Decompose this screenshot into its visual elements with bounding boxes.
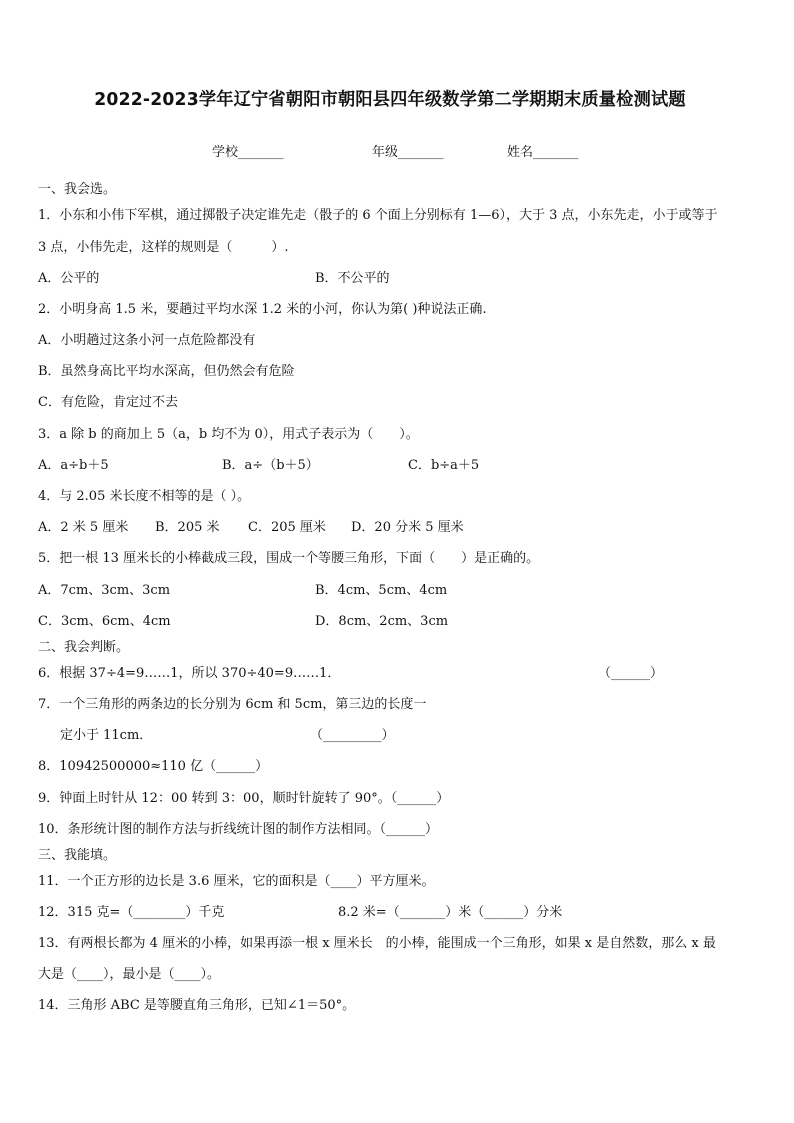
question-3-option-a: A．a÷b＋5 (38, 458, 109, 473)
question-10: 10．条形统计图的制作方法与折线统计图的制作方法相同。（______） (38, 822, 439, 837)
question-4-option-a: A．2 米 5 厘米 (38, 520, 129, 535)
section-choice-heading: 一、我会选。 (38, 182, 117, 197)
name-field: 姓名_______ (507, 145, 579, 160)
question-7-blank: （_________） (310, 728, 395, 743)
question-3-option-b: B．a÷（b＋5） (222, 458, 319, 473)
question-5-option-b: B．4cm、5cm、4cm (315, 583, 448, 598)
question-4: 4．与 2.05 米长度不相等的是（ ）。 (38, 489, 251, 504)
exam-title: 2022-2023学年辽宁省朝阳市朝阳县四年级数学第二学期期末质量检测试题 (94, 90, 686, 110)
section-fill-heading: 三、我能填。 (38, 848, 117, 863)
question-9: 9．钟面上时针从 12：00 转到 3：00，顺时针旋转了 90°。（______） (38, 791, 450, 806)
question-4-option-b: B．205 米 (155, 520, 220, 535)
question-7-line1: 7．一个三角形的两条边的长分别为 6cm 和 5cm，第三边的长度一 (38, 697, 427, 712)
question-14: 14．三角形 ABC 是等腰直角三角形，已知∠1＝50°。 (38, 998, 356, 1013)
question-3: 3．a 除 b 的商加上 5（a，b 均不为 0），用式子表示为（ ）。 (38, 427, 419, 442)
question-1-option-a: A．公平的 (38, 271, 100, 286)
section-judge-heading: 二、我会判断。 (38, 640, 130, 655)
grade-field: 年级_______ (372, 145, 444, 160)
question-8: 8．10942500000≈110 亿（______） (38, 759, 269, 774)
question-1-option-b: B．不公平的 (315, 271, 390, 286)
question-12-part-b: 8.2 米=（_______）米（______）分米 (338, 905, 563, 920)
question-3-option-c: C．b÷a＋5 (408, 458, 480, 473)
school-field: 学校_______ (212, 145, 284, 160)
question-11: 11．一个正方形的边长是 3.6 厘米，它的面积是（____）平方厘米。 (38, 874, 435, 889)
question-4-option-c: C．205 厘米 (248, 520, 326, 535)
question-6-blank: （______） (598, 666, 664, 681)
question-5: 5．把一根 13 厘米长的小棒截成三段，围成一个等腰三角形，下面（ ）是正确的。 (38, 551, 540, 566)
question-5-option-a: A．7cm、3cm、3cm (38, 583, 171, 598)
question-1-line2: 3 点，小伟先走，这样的规则是（ ）. (38, 240, 289, 255)
question-13-line2: 大是（____），最小是（____）。 (38, 967, 221, 982)
question-2-option-b: B．虽然身高比平均水深高，但仍然会有危险 (38, 364, 295, 379)
question-13-line1: 13．有两根长都为 4 厘米的小棒，如果再添一根 x 厘米长 的小棒，能围成一个三角形，如果 x 是自然数，那么 x 最 (38, 936, 716, 951)
question-2: 2．小明身高 1.5 米，要趟过平均水深 1.2 米的小河，你认为第( )种说法正确. (38, 302, 487, 317)
question-12-part-a: 12．315 克=（________）千克 (38, 905, 225, 920)
question-2-option-c: C．有危险，肯定过不去 (38, 395, 178, 410)
question-5-option-d: D．8cm、2cm、3cm (315, 614, 449, 629)
question-5-option-c: C．3cm、6cm、4cm (38, 614, 171, 629)
question-7-line2: 定小于 11cm． (60, 728, 153, 743)
question-6: 6．根据 37÷4=9……1，所以 370÷40=9……1． (38, 666, 341, 681)
question-4-option-d: D．20 分米 5 厘米 (351, 520, 464, 535)
question-1-line1: 1．小东和小伟下军棋，通过掷骰子决定谁先走（骰子的 6 个面上分别标有 1—6），大于 3 点，小东先走，小于或等于 (38, 208, 718, 223)
question-2-option-a: A．小明趟过这条小河一点危险都没有 (38, 333, 256, 348)
